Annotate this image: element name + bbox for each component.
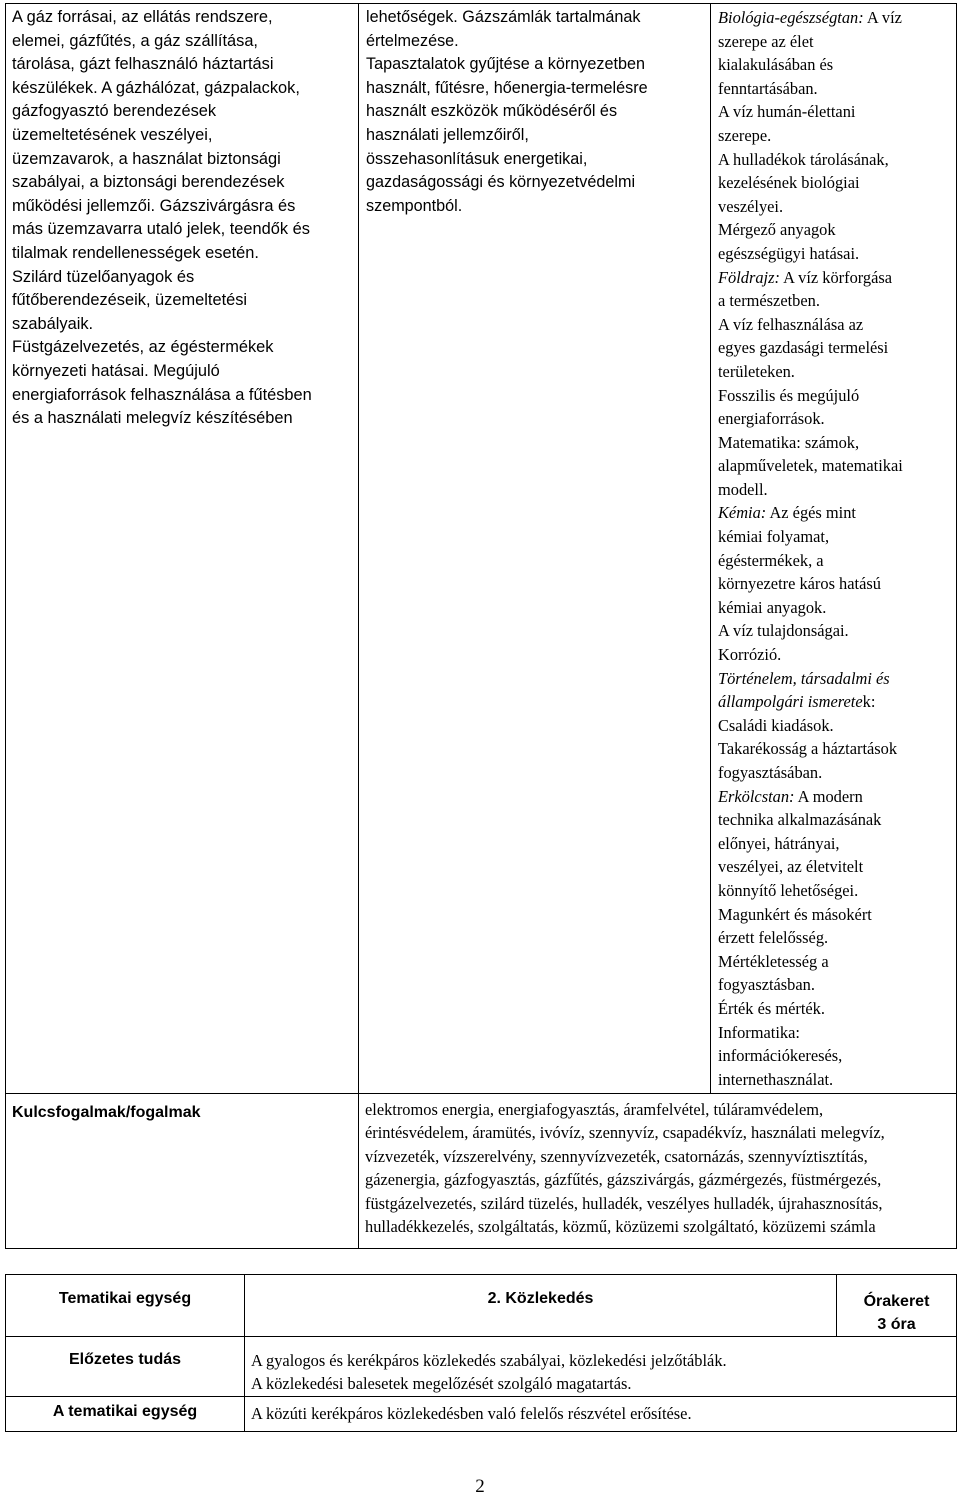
connection-line: Történelem, társadalmi és xyxy=(718,668,890,688)
connection-line: előnyei, hátrányai, xyxy=(718,833,840,853)
experience-line: összehasonlításuk energetikai, xyxy=(366,149,588,168)
activities-line: fűtőberendezéseik, üzemeltetési xyxy=(12,291,248,310)
connection-line: fogyasztásában. xyxy=(718,763,823,782)
connection-line: könnyítő lehetőségei. xyxy=(718,880,859,900)
activities-line: Füstgázelvezetés, az égéstermékek xyxy=(12,338,274,357)
connection-line: kémiai folyamat, xyxy=(718,527,830,547)
connection-line: a természetben. xyxy=(718,291,820,311)
activities-line: üzemeltetésének veszélyei, xyxy=(12,125,213,144)
key-concepts-label: Kulcsfogalmak/fogalmak xyxy=(6,1094,359,1249)
curriculum-table xyxy=(5,3,957,1249)
connection-line: Fosszilis és megújuló xyxy=(718,385,860,405)
connection-line: kialakulásában és xyxy=(718,55,834,75)
activities-line: szabályaik. xyxy=(12,314,94,333)
prior-text xyxy=(245,1337,957,1397)
connection-line: internethasználat. xyxy=(718,1069,834,1089)
activities-line: tilalmak rendellenességek esetén. xyxy=(12,243,259,262)
connection-text: A víz körforgása xyxy=(779,267,893,287)
connection-line: fogyasztásban. xyxy=(718,975,815,995)
connection-line: A víz tulajdonságai. xyxy=(718,621,849,641)
unit-table xyxy=(5,1274,957,1432)
connection-line xyxy=(718,501,950,525)
activities-line: gázfogyasztó berendezések xyxy=(12,102,217,121)
connection-line: Mértékletesség a xyxy=(718,951,829,971)
connection-line: alapműveletek, matematikai xyxy=(718,456,903,476)
connection-line xyxy=(718,266,950,290)
connection-line: szerepe. xyxy=(718,125,772,145)
key-concepts-row xyxy=(6,1094,957,1249)
experience-line: gazdaságossági és környezetvédelmi xyxy=(366,173,636,192)
activities-line: elemei, gázfűtés, a gáz szállítása, xyxy=(12,31,258,50)
connection-text: A modern xyxy=(794,786,863,806)
prior-line: A közlekedési balesetek megelőzését szolgáló magatartás. xyxy=(251,1373,632,1393)
connection-line: A víz humán-élettani xyxy=(718,102,856,122)
connection-line: egészségügyi hatásai. xyxy=(718,243,860,263)
activities-line: üzemzavarok, a használat biztonsági xyxy=(12,149,281,168)
page-number: 2 xyxy=(475,1476,485,1497)
experience-line: lehetőségek. Gázszámlák tartalmának xyxy=(366,8,641,26)
experience-line: használati jellemzőiről, xyxy=(366,125,529,144)
key-concepts-line: érintésvédelem, áramütés, ivóvíz, szennyvíz, csapadékvíz, használati melegvíz, xyxy=(365,1123,885,1143)
unit-title: 2. Közlekedés xyxy=(245,1275,837,1337)
experience-line: szempontból. xyxy=(366,196,463,215)
activities-line: környezeti hatásai. Megújuló xyxy=(12,361,220,380)
experience-line: használt, fűtésre, hőenergia-termelésre xyxy=(366,78,648,97)
experience-line: értelmezése. xyxy=(366,31,459,50)
goal-text: A közúti kerékpáros közlekedésben való felelős részvétel erősítése. xyxy=(245,1397,957,1432)
connection-line: technika alkalmazásának xyxy=(718,810,882,830)
activities-line: Szilárd tüzelőanyagok és xyxy=(12,267,195,286)
activities-line: készülékek. A gázhálózat, gázpalackok, xyxy=(12,78,300,97)
connection-line: Családi kiadások. xyxy=(718,715,834,735)
activities-line: más üzemzavarra utaló jelek, teendők és xyxy=(12,220,310,239)
connection-line: modell. xyxy=(718,479,768,499)
connection-line: Takarékosság a háztartások xyxy=(718,739,898,759)
activities-line: szabályai, a biztonsági berendezések xyxy=(12,173,285,192)
connection-text: k: xyxy=(862,692,876,712)
unit-row xyxy=(6,1275,957,1337)
hours-label: Órakeret xyxy=(863,1293,930,1310)
prior-label: Előzetes tudás xyxy=(6,1337,245,1397)
connection-line: veszélyei. xyxy=(718,196,784,216)
activities-cell xyxy=(6,4,359,1094)
connection-line: környezetre káros hatású xyxy=(718,574,881,594)
connection-line xyxy=(718,690,950,714)
hours-value: 3 óra xyxy=(877,1316,916,1333)
subject-biology: Biológia-egészségtan: xyxy=(718,8,864,27)
connection-line: veszélyei, az életvitelt xyxy=(718,857,864,877)
connection-line: Magunkért és másokért xyxy=(718,904,872,924)
connection-line xyxy=(718,785,950,809)
connection-line: információkeresés, xyxy=(718,1046,843,1066)
key-concepts-line: füstgázelvezetés, szilárd tüzelés, hulladék, veszélyes hulladék, újrahasznosítás, xyxy=(365,1193,883,1213)
connection-text: Az égés mint xyxy=(766,503,856,523)
content-row xyxy=(6,4,957,1094)
activities-line: A gáz forrásai, az ellátás rendszere, xyxy=(12,8,273,26)
connection-line xyxy=(718,6,950,30)
key-concepts-line: elektromos energia, energiafogyasztás, áramfelvétel, túláramvédelem, xyxy=(365,1100,824,1119)
connection-line: A víz felhasználása az xyxy=(718,314,864,334)
connection-line: Mérgező anyagok xyxy=(718,220,836,240)
experience-line: Tapasztalatok gyűjtése a környezetben xyxy=(366,55,645,74)
experience-cell xyxy=(359,4,711,1094)
connection-line: Érték és mérték. xyxy=(718,998,825,1018)
connection-line: szerepe az élet xyxy=(718,31,814,51)
experience-line: használt eszközök működéséről és xyxy=(366,102,618,121)
key-concepts-line: gázenergia, gázfogyasztás, gázfűtés, gázszivárgás, gázmérgezés, füstmérgezés, xyxy=(365,1170,882,1190)
activities-line: működési jellemzői. Gázszivárgásra és xyxy=(12,196,296,215)
connection-line: érzett felelősség. xyxy=(718,928,829,948)
hours-cell xyxy=(837,1275,957,1337)
connection-line: A hulladékok tárolásának, xyxy=(718,149,889,169)
connection-line: Matematika: számok, xyxy=(718,432,860,452)
subject-geography: Földrajz: xyxy=(718,267,780,287)
activities-line: energiaforrások felhasználása a fűtésben xyxy=(12,385,312,404)
connection-line: Korrózió. xyxy=(718,645,782,665)
subject-history: állampolgári ismerete xyxy=(718,692,863,712)
connection-text: A víz xyxy=(863,8,902,27)
key-concepts-line: hulladékkezelés, szolgáltatás, közmű, közüzemi szolgáltató, közüzemi számla xyxy=(365,1217,876,1237)
goal-row xyxy=(6,1397,957,1432)
connection-line: kémiai anyagok. xyxy=(718,597,827,617)
goal-label: A tematikai egység xyxy=(6,1397,245,1432)
connection-line: Informatika: xyxy=(718,1022,800,1042)
connection-line: területeken. xyxy=(718,361,795,381)
connections-cell xyxy=(711,4,957,1094)
subject-ethics: Erkölcstan: xyxy=(718,786,795,806)
connection-line: egyes gazdasági termelési xyxy=(718,338,889,358)
activities-line: tárolása, gázt felhasználó háztartási xyxy=(12,55,274,74)
activities-line: és a használati melegvíz készítésében xyxy=(12,409,293,428)
unit-label: Tematikai egység xyxy=(6,1275,245,1337)
connection-line: energiaforrások. xyxy=(718,409,825,429)
connection-line: fenntartásában. xyxy=(718,78,818,98)
subject-chemistry: Kémia: xyxy=(718,503,767,523)
prior-line: A gyalogos és kerékpáros közlekedés szabályai, közlekedési jelzőtáblák. xyxy=(251,1351,727,1370)
connection-line: kezelésének biológiai xyxy=(718,173,860,193)
connection-line: égéstermékek, a xyxy=(718,550,824,570)
prior-row xyxy=(6,1337,957,1397)
key-concepts-line: vízvezeték, vízszerelvény, szennyvízvezeték, csatornázás, szennyvíztisztítás, xyxy=(365,1146,868,1166)
key-concepts-text xyxy=(359,1094,957,1249)
